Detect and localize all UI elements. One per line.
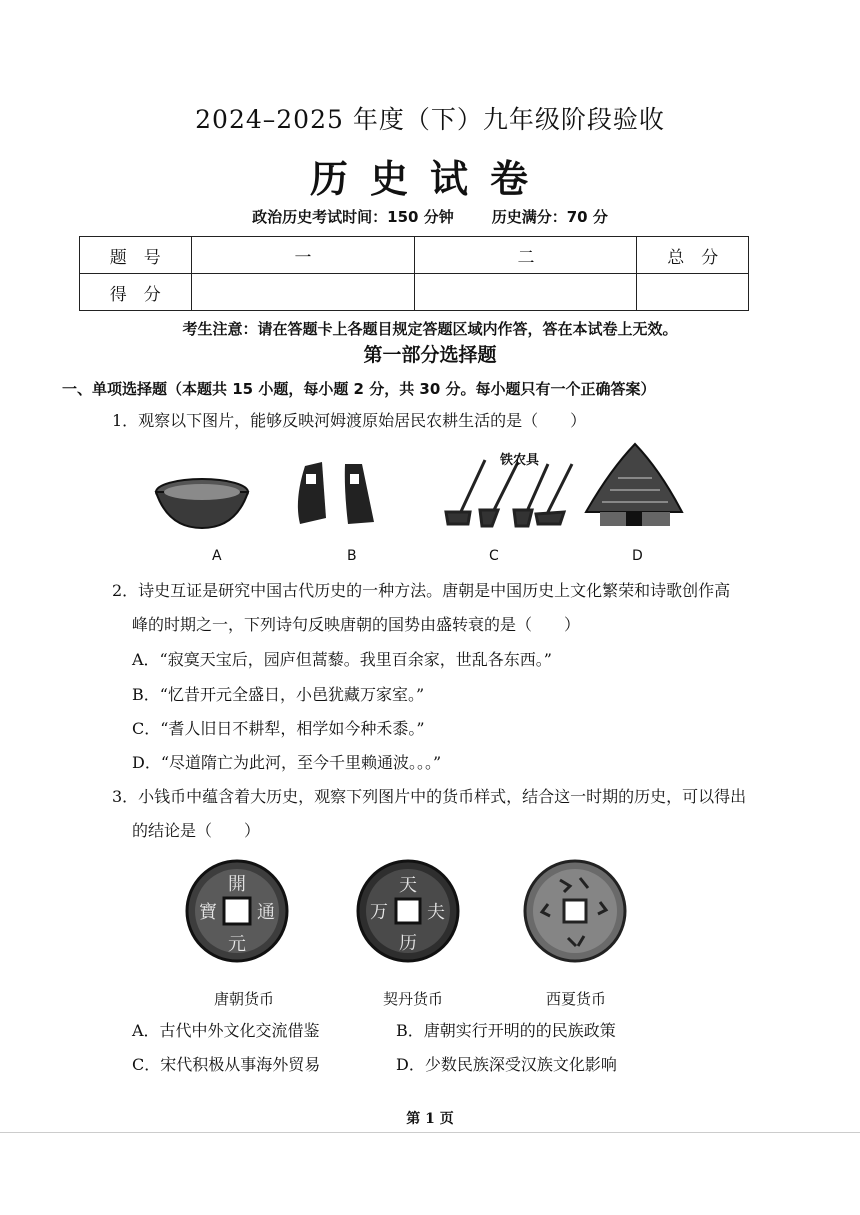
q1-option-b: B xyxy=(347,548,357,564)
table-cell: 一 xyxy=(191,237,415,274)
q3-stem-line1: 3．小钱币中蕴含着大历史，观察下列图片中的货币样式，结合这一时期的历史，可以得出 xyxy=(112,787,747,806)
q2-stem-line2: 峰的时期之一，下列诗句反映唐朝的国势由盛转衰的是（ ） xyxy=(132,615,581,634)
iron-tools-label: 铁农具 xyxy=(500,453,540,468)
q1-option-c: C xyxy=(489,548,499,564)
table-cell: 总 分 xyxy=(637,237,749,274)
section-title: 一、单项选择题（本题共 15 小题，每小题 2 分，共 30 分。每小题只有一个正确答案） xyxy=(62,380,656,398)
q2-option-b: B．“忆昔开元全盛日，小邑犹藏万家室。” xyxy=(132,685,425,704)
coin-caption-tang: 唐朝货币 xyxy=(214,990,275,1008)
q2-option-c: C．“耆人旧日不耕犁，相学如今种禾黍。” xyxy=(132,719,425,738)
score-cell[interactable] xyxy=(191,274,415,311)
q1-images xyxy=(140,440,700,540)
score-cell[interactable] xyxy=(637,274,749,311)
coin-caption-xia: 西夏货币 xyxy=(546,990,607,1008)
q3-option-d: D．少数民族深受汉族文化影响 xyxy=(396,1055,617,1074)
q3-option-b: B．唐朝实行开明的的民族政策 xyxy=(396,1021,616,1040)
q2-option-a: A．“寂寞天宝后，园庐但蒿藜。我里百余家，世乱各东西。” xyxy=(132,650,552,669)
exam-time: 政治历史考试时间：150 分钟 xyxy=(252,208,454,226)
thatched-hut-image xyxy=(586,444,682,526)
page-number: 第 1 页 xyxy=(406,1111,454,1127)
q2-option-d: D．“尽道隋亡为此河，至今千里赖通波。。。” xyxy=(132,753,442,772)
q1-option-a: A xyxy=(212,548,222,564)
table-row xyxy=(80,237,749,274)
bone-spade-image xyxy=(298,462,374,524)
exam-info xyxy=(0,206,860,227)
q1-option-d: D xyxy=(632,548,643,564)
iron-tools-image xyxy=(446,460,572,526)
pottery-bowl-image xyxy=(156,479,248,528)
table-cell: 题 号 xyxy=(80,237,192,274)
svg-text:夫: 夫 xyxy=(427,902,445,923)
svg-text:寶: 寶 xyxy=(199,902,217,923)
svg-text:天: 天 xyxy=(399,875,417,896)
score-table xyxy=(79,236,749,311)
score-cell[interactable] xyxy=(415,274,637,311)
coins-images xyxy=(180,858,640,968)
svg-text:通: 通 xyxy=(257,902,275,923)
full-score: 历史满分：70 分 xyxy=(491,208,608,226)
q3-option-c: C．宋代积极从事海外贸易 xyxy=(132,1055,321,1074)
q1-stem: 1．观察以下图片，能够反映河姆渡原始居民农耕生活的是（ ） xyxy=(112,411,587,430)
khitan-coin-image xyxy=(358,861,458,961)
table-cell: 二 xyxy=(415,237,637,274)
q3-option-a: A．古代中外文化交流借鉴 xyxy=(132,1021,320,1040)
western-xia-coin-image xyxy=(525,861,625,961)
q3-stem-line2: 的结论是（ ） xyxy=(132,821,261,840)
page-divider xyxy=(0,1132,860,1133)
coin-caption-khitan: 契丹货币 xyxy=(383,990,444,1008)
part-title: 第一部分选择题 xyxy=(363,344,497,366)
svg-text:万: 万 xyxy=(370,902,388,923)
svg-text:開: 開 xyxy=(228,874,246,895)
table-cell: 得 分 xyxy=(80,274,192,311)
exam-title: 历史试卷 xyxy=(309,156,550,201)
table-row xyxy=(80,274,749,311)
exam-subtitle: 2024–2025 年度（下）九年级阶段验收 xyxy=(195,105,665,134)
q2-stem-line1: 2．诗史互证是研究中国古代历史的一种方法。唐朝是中国历史上文化繁荣和诗歌创作高 xyxy=(112,581,731,600)
notice: 考生注意：请在答题卡上各题目规定答题区域内作答，答在本试卷上无效。 xyxy=(182,320,678,338)
svg-text:元: 元 xyxy=(228,934,246,955)
tang-coin-image xyxy=(187,861,287,961)
svg-text:历: 历 xyxy=(399,933,417,954)
